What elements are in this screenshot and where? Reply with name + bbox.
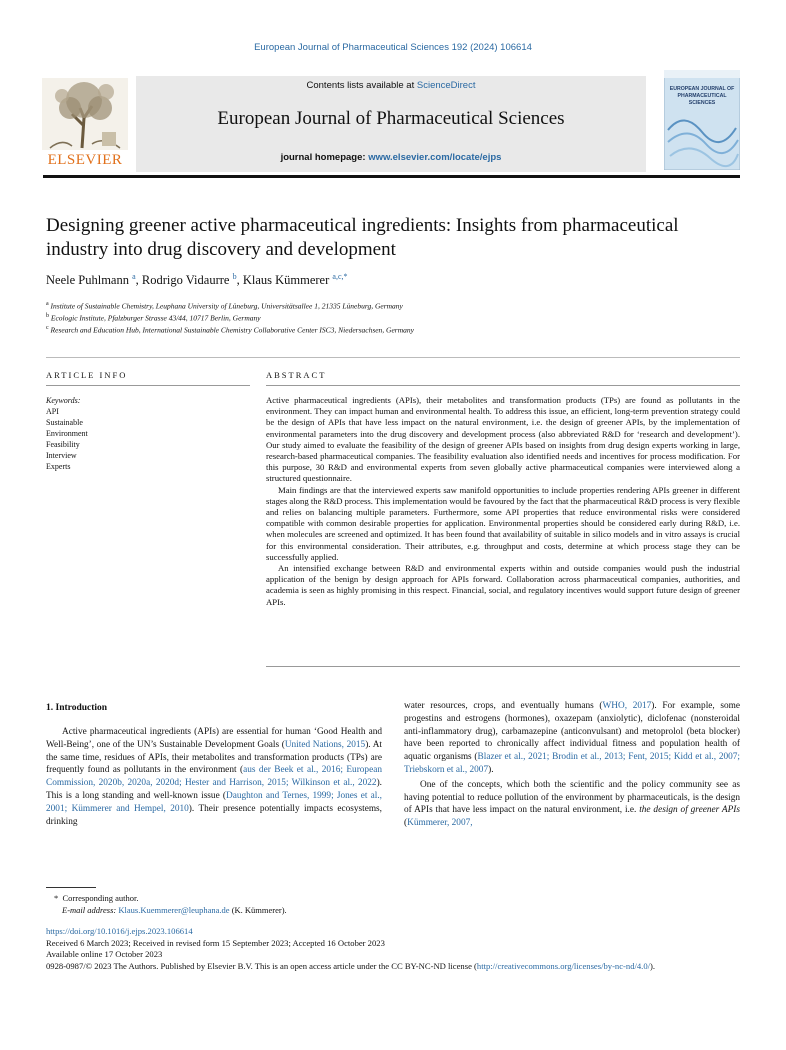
body-text: ). Their presence potentially impacts ecosystems, drinking — [46, 803, 383, 827]
email-label: E-mail address: — [62, 905, 117, 915]
affiliation-text: Institute of Sustainable Chemistry, Leuphana University of Lüneburg, Universitätsallee 1, 21335 Lüneburg, Germany — [50, 301, 403, 311]
email-link[interactable]: Klaus.Kuemmerer@leuphana.de — [118, 905, 230, 915]
author-name: Neele Puhlmann — [46, 273, 129, 288]
body-text: water resources, crops, and eventually humans ( — [404, 701, 603, 711]
article-info-heading: ARTICLE INFO — [46, 370, 128, 380]
body-text: ( — [404, 818, 408, 829]
body-text: One of the concepts, which both the scientific and the policy community see as having potential to reduce pollution of the environment by pharmaceuticals, is the design of APIs that have less impact on the natural environment, i.e. — [404, 779, 740, 816]
received-dates: Received 6 March 2023; Received in revised form 15 September 2023; Accepted 16 October 2023 — [46, 937, 385, 948]
footnote-marker: * — [54, 893, 59, 903]
abstract-paragraph: Main findings are that the interviewed experts saw manifold opportunities to include properties rendering APIs greener in different stages along the R&D process. This implementation would be favoured by the fact that the pharmaceutical R&D process is very flexible and relies on balancing multiple parameters. Furthermore, some API properties that reduce environmental risks were considered compatible with common desirable properties for application. Environmental properties should be considered early during R&D, i.e. when molecules are screened and optimized. It has been found that availability of suitable in silico models and in vitro assays is crucial for this environmental consideration. Their attributes, e.g. throughput and costs, determine at which process stage they can be successfully applied. — [266, 484, 740, 562]
abstract-body — [266, 395, 740, 608]
emphasis-text: the design of greener APIs — [639, 805, 740, 816]
affiliation — [46, 325, 414, 335]
doi-link[interactable]: https://doi.org/10.1016/j.ejps.2023.106614 — [46, 926, 193, 936]
keyword: API — [46, 407, 59, 416]
body-text: ). For example, some progestins and estrogens (hormones), oxazepam (anxiolytic), diclofenac (nonsteroidal anti-inflammatory drug), carbamazepine (anticonvulsant) and metoprolol (beta blocker) have been reported to chronically affect individual fitness and population health of aquatic organisms ( — [404, 701, 740, 763]
author-affiliation-marker[interactable]: a — [132, 272, 136, 281]
citation-link[interactable]: Blazer et al., 2021; Brodin et al., 2013; Fent, 2015; Kidd et al., 2007; Triebskorn et al., 2007 — [404, 752, 740, 775]
keywords-block — [46, 395, 246, 472]
abstract-bottom-rule — [266, 666, 740, 667]
keyword: Feasibility — [46, 440, 80, 449]
author-name: Rodrigo Vidaurre — [141, 273, 230, 288]
license-text: 0928-0987/© 2023 The Authors. Published by Elsevier B.V. This is an open access article under the CC BY-NC-ND license ( — [46, 960, 477, 971]
affiliation-text: Ecologic Institute, Pfalzburger Strasse 43/44, 10717 Berlin, Germany — [50, 313, 261, 323]
body-text: ). — [488, 764, 494, 775]
elsevier-tree-icon — [42, 78, 128, 168]
body-column-left — [46, 726, 382, 828]
journal-reference[interactable]: European Journal of Pharmaceutical Sciences 192 (2024) 106614 — [254, 42, 532, 53]
affiliation-text: Research and Education Hub, International Sustainable Chemistry Collaborative Center ISC3, Niedersachsen, Germany — [50, 325, 414, 335]
homepage-link[interactable]: www.elsevier.com/locate/ejps — [368, 152, 502, 163]
body-column-right — [404, 700, 740, 830]
affiliation-marker: c — [46, 325, 49, 331]
author-affiliation-marker[interactable]: b — [232, 272, 237, 281]
keyword: Sustainable — [46, 418, 83, 427]
affiliation-marker: a — [46, 301, 49, 307]
footnote-rule — [46, 887, 96, 888]
cover-icon — [664, 70, 740, 170]
affiliation — [46, 301, 403, 311]
abstract-paragraph: An intensified exchange between R&D and environmental experts within and outside companies would push the industrial application of the benign by design approach for APIs forward. Collaboration across pharmaceutical companies, authorities, and academia is seen as highly promising in this respect. Financial, social, and regulatory incentives would support future design of greener APIs. — [266, 563, 740, 607]
footnote — [46, 892, 646, 916]
homepage-prefix: journal homepage: — [280, 152, 369, 163]
keywords-label: Keywords: — [46, 396, 81, 405]
license-link[interactable]: http://creativecommons.org/licenses/by-nc-nd/4.0/ — [476, 960, 651, 971]
contents-prefix: Contents lists available at — [306, 80, 417, 91]
author-affiliation-marker[interactable]: a,c,* — [332, 272, 348, 281]
journal-title: European Journal of Pharmaceutical Sciences — [217, 108, 565, 129]
keyword: Experts — [46, 462, 71, 471]
article-metadata-footer — [46, 926, 742, 972]
section-rule — [46, 357, 740, 358]
affiliation-marker: b — [46, 313, 49, 319]
corresponding-author-note — [46, 892, 646, 904]
keyword: Environment — [46, 429, 88, 438]
elsevier-logo — [42, 78, 128, 168]
author-list: Neele Puhlmann $^a$, Rodrigo Vidaurre $^b$, Klaus Kümmerer $^{a,c,*}$ — [46, 272, 348, 288]
citation-link[interactable]: WHO, 2017 — [602, 701, 652, 711]
article-info-rule — [46, 385, 250, 386]
body-text: ). At the same time, residues of APIs, their metabolites and transformation products (TPs) are frequently found as pollutants in the environment ( — [46, 739, 383, 776]
elsevier-wordmark: ELSEVIER — [47, 152, 123, 168]
citation-link[interactable]: aus der Beek et al., 2016; European Commission, 2020b, 2020a, 2020d; Hester and Harrison, 2015; Wilkinson et al., 2022 — [46, 765, 382, 789]
footnote-text: Corresponding author. — [62, 893, 139, 903]
license-statement — [46, 961, 742, 973]
citation-link[interactable]: Kümmerer, 2007, — [407, 818, 473, 829]
introduction-heading: 1. Introduction — [46, 703, 108, 713]
svg-text:SCIENCES: SCIENCES — [688, 100, 716, 106]
journal-cover-image[interactable] — [664, 70, 740, 170]
sciencedirect-link[interactable]: ScienceDirect — [416, 80, 476, 91]
citation-link[interactable]: Daughton and Ternes, 1999; Jones et al., 2001; Kümmerer and Hempel, 2010 — [46, 790, 382, 814]
article-title: Designing greener active pharmaceutical ingredients: Insights from pharmaceutical industry into drug discovery and development — [46, 215, 679, 260]
keyword: Interview — [46, 451, 77, 460]
affiliation — [46, 313, 261, 323]
header-rule — [43, 175, 740, 178]
svg-text:PHARMACEUTICAL: PHARMACEUTICAL — [677, 93, 727, 99]
abstract-paragraph: Active pharmaceutical ingredients (APIs), their metabolites and transformation products (TPs) are found as pollutants in the environment. They can impact human and environmental health. To address this issue, an efficient, long-term prevention strategy could be the design of APIs that have less impact on the natural environment, i.e. the design of greener APIs, by the implementation of environmental parameters into the drug discovery and development process (also abbreviated R&D for ‘research and development’). Our study aimed to evaluate the feasibility of the design of greener APIs based on insights from drug design experts working in large, research-based pharmaceutical companies. The feasibility evaluation also identified needs and incentives for process modification. For this purpose, 30 R&D and environmental experts from seven globally active pharmaceutical companies were interviewed along a structured questionnaire. — [266, 395, 740, 484]
author-name: Klaus Kümmerer — [242, 273, 330, 288]
abstract-heading: ABSTRACT — [266, 370, 327, 380]
svg-text:EUROPEAN JOURNAL OF: EUROPEAN JOURNAL OF — [669, 86, 735, 92]
body-paragraph — [404, 779, 740, 830]
body-text: ). This is a long standing and well-known issue ( — [46, 778, 382, 801]
online-date: Available online 17 October 2023 — [46, 949, 163, 959]
license-text: ). — [650, 960, 656, 971]
contents-line — [136, 80, 646, 91]
email-suffix: (K. Kümmerer). — [229, 905, 287, 915]
body-text: Active pharmaceutical ingredients (APIs) are essential for human ‘Good Health and Well-Being’, one of the UN’s Sustainable Development Goals ( — [46, 727, 382, 750]
citation-link[interactable]: United Nations, 2015 — [284, 739, 366, 750]
email-note — [46, 904, 646, 916]
body-paragraph — [46, 726, 382, 828]
homepage-line — [136, 152, 646, 163]
body-paragraph — [404, 700, 740, 777]
abstract-rule — [266, 385, 740, 386]
